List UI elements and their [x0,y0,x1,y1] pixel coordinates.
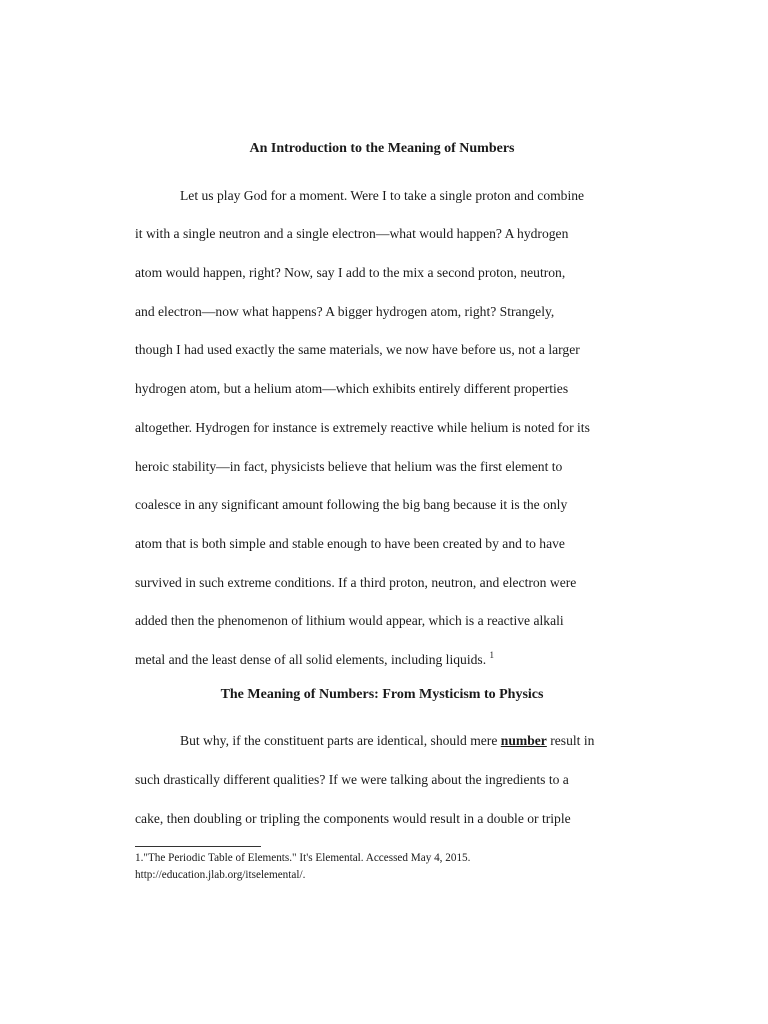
paragraph-line: and electron—now what happens? A bigger hydrogen atom, right? Strangely, [135,303,555,319]
paragraph-line: cake, then doubling or tripling the components would result in a double or triple [135,810,571,826]
emphasized-word: number [500,733,547,749]
paragraph-line: altogether. Hydrogen for instance is extremely reactive while helium is noted for its [135,419,590,435]
footnote-reference[interactable]: 1 [489,649,495,660]
paragraph-line: atom that is both simple and stable enough to have been created by and to have [135,535,565,551]
paragraph-line: coalesce in any significant amount following the big bang because it is the only [135,497,568,513]
paragraph-line-last [135,641,629,680]
paragraph-line: Let us play God for a moment. Were I to take a single proton and combine [180,187,585,203]
paragraph-text: metal and the least dense of all solid elements, including liquids. [135,651,487,667]
footnote-url[interactable]: http://education.jlab.org/itselemental/. [135,869,306,881]
footnotes [135,850,655,884]
paragraph-text: But why, if the constituent parts are identical, should mere [180,733,501,749]
footnote-divider [135,846,261,847]
paragraph-line: atom would happen, right? Now, say I add to the mix a second proton, neutron, [135,265,566,281]
paragraph-line: though I had used exactly the same materials, we now have before us, not a larger [135,342,580,358]
paragraph-line: heroic stability—in fact, physicists believe that helium was the first element to [135,458,563,474]
footnote-citation: 1."The Periodic Table of Elements." It's Elemental. Accessed May 4, 2015. [135,852,471,864]
paragraph-text: result in [546,733,595,749]
paragraph-2 [135,722,629,838]
paragraph-line: it with a single neutron and a single electron—what would happen? A hydrogen [135,226,569,242]
paragraph-line: such drastically different qualities? If we were talking about the ingredients to a [135,772,569,787]
document-body [135,138,629,838]
paragraph-line: survived in such extreme conditions. If a third proton, neutron, and electron were [135,574,577,590]
paragraph-line: hydrogen atom, but a helium atom—which exhibits entirely different properties [135,381,569,397]
paragraph-1 [135,177,629,680]
section-heading: The Meaning of Numbers: From Mysticism to Physics [220,686,544,702]
paragraph-line [135,722,629,761]
paragraph-line: added then the phenomenon of lithium would appear, which is a reactive alkali [135,613,564,629]
page-title: An Introduction to the Meaning of Numbers [249,141,515,156]
